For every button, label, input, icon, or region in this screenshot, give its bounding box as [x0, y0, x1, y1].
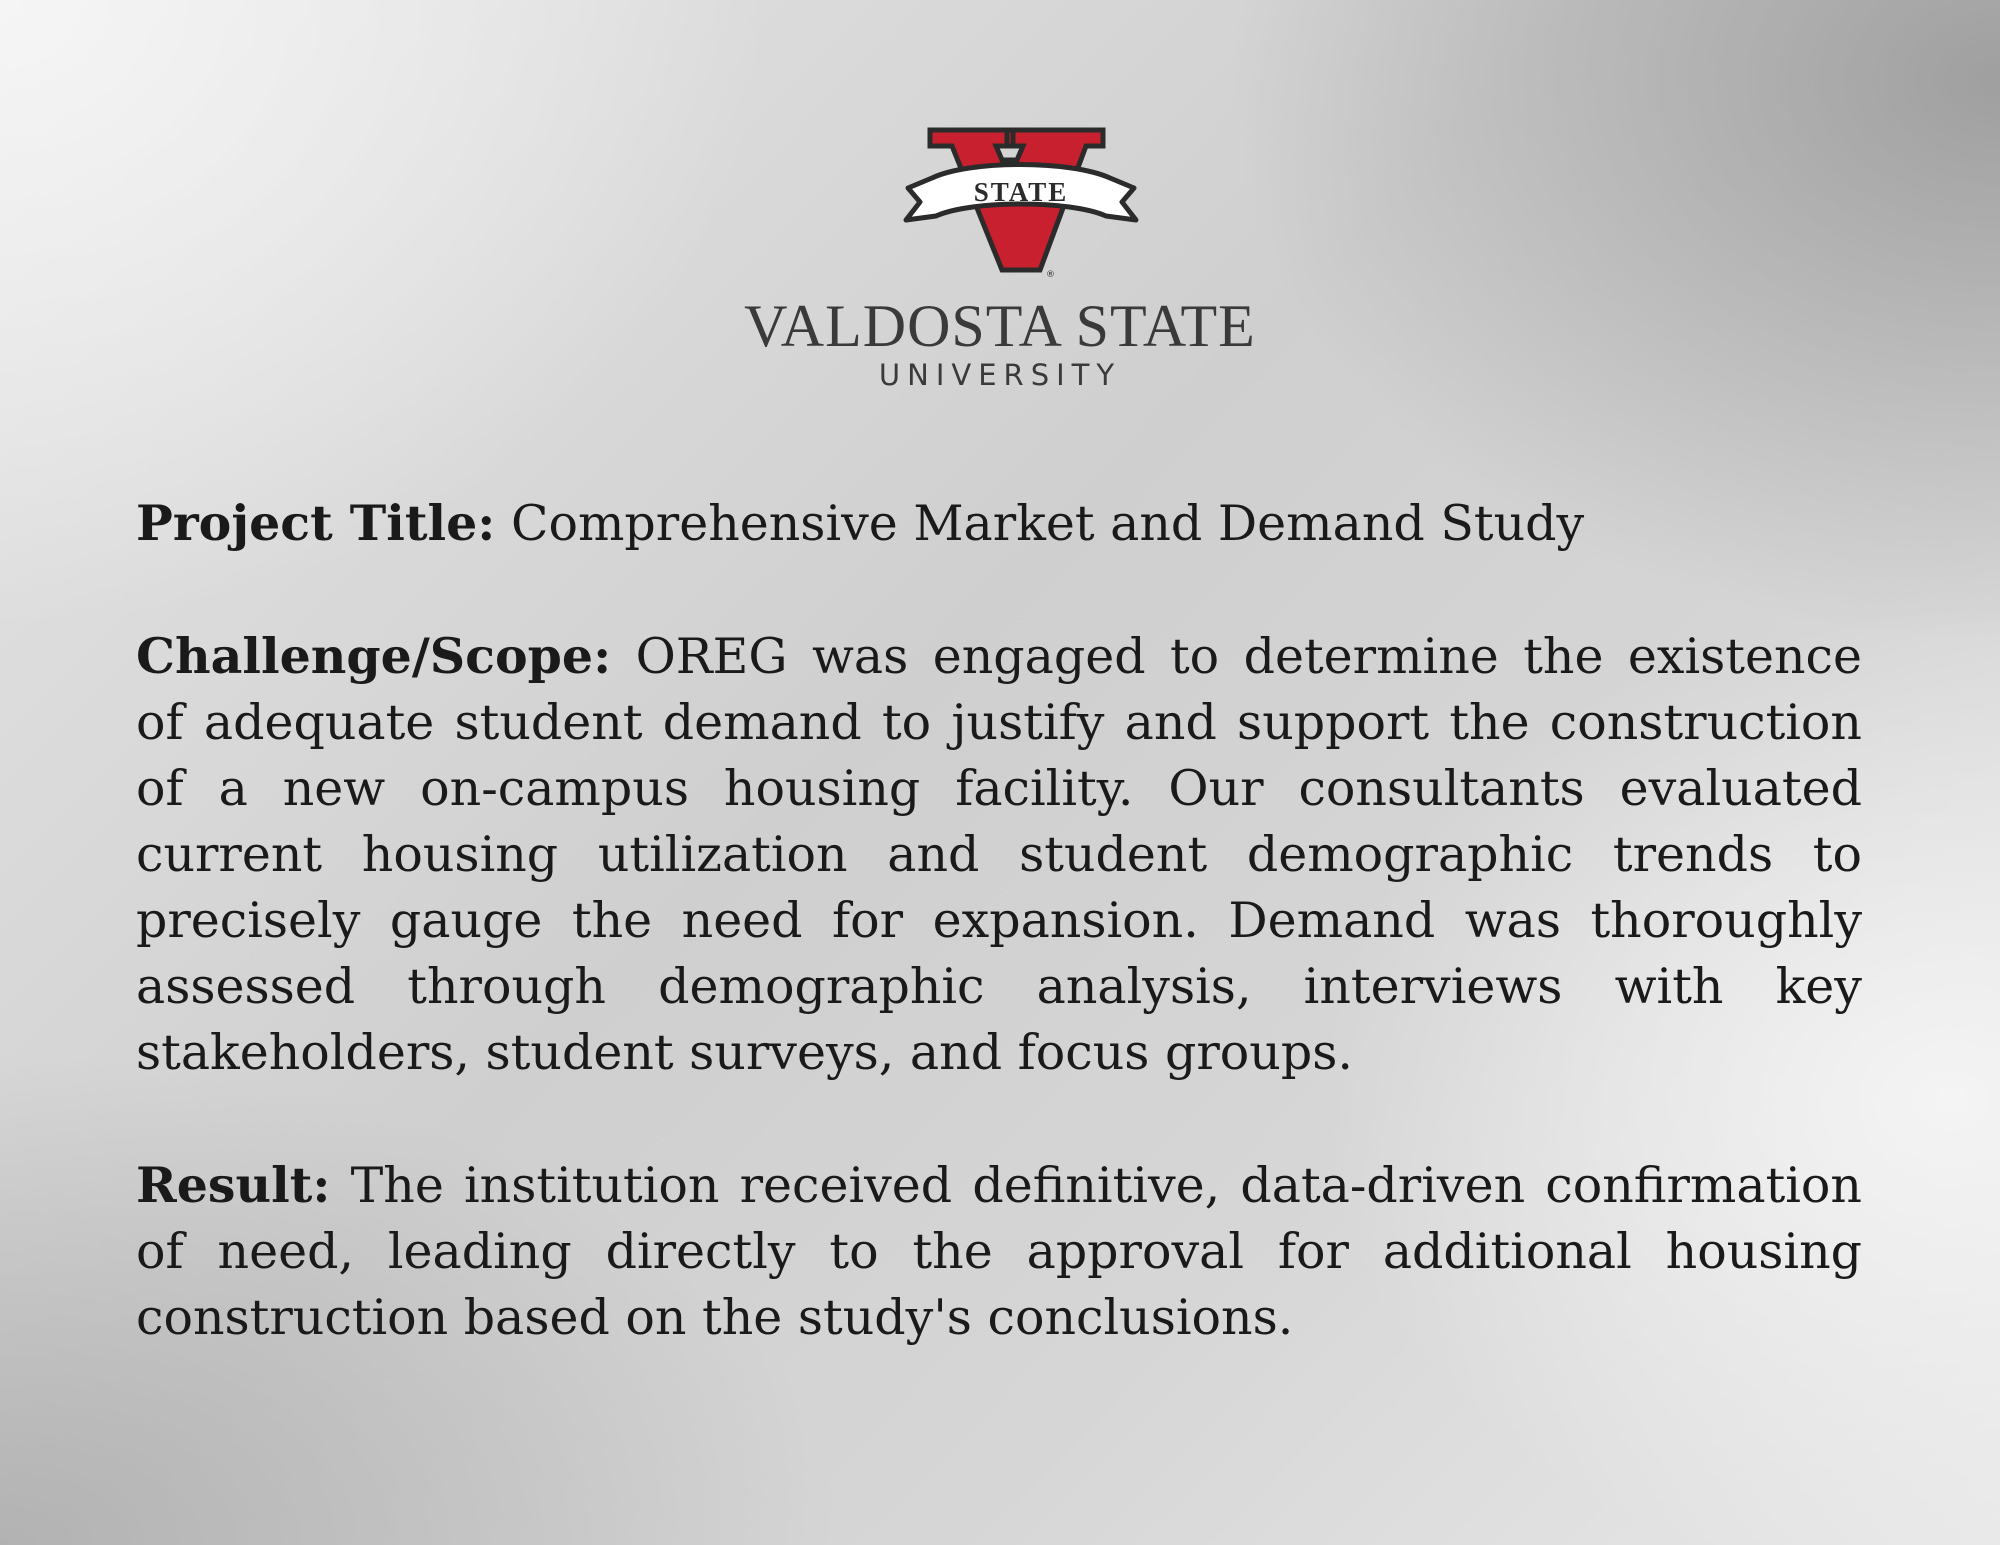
project-title-label: Project Title:	[136, 494, 496, 552]
case-study-body	[136, 490, 1862, 1417]
challenge-scope-label: Challenge/Scope:	[136, 627, 612, 685]
result-label: Result:	[136, 1156, 331, 1214]
challenge-scope-paragraph	[136, 623, 1862, 1086]
university-subtitle: UNIVERSITY	[878, 358, 1122, 392]
university-logo	[700, 120, 1300, 400]
result-paragraph	[136, 1152, 1862, 1351]
university-name: VALDOSTA STATE	[744, 293, 1256, 359]
v-state-emblem	[700, 120, 1300, 290]
registered-mark: ®	[1046, 270, 1055, 280]
project-title-text: Comprehensive Market and Demand Study	[495, 495, 1585, 552]
result-text: The institution received definitive, data-driven confirmation of need, leading directly to the approval for additional housing construction based on the study's conclusions.	[136, 1157, 1862, 1346]
project-title-paragraph	[136, 490, 1862, 557]
challenge-scope-text: OREG was engaged to determine the existence of adequate student demand to justify and support the construction of a new on-campus housing facility. Our consultants evaluated current housing utilization and student demographic trends to precisely gauge the need for expansion. Demand was thoroughly assessed through demographic analysis, interviews with key stakeholders, student surveys, and focus groups.	[136, 628, 1862, 1081]
state-banner-text: STATE	[973, 177, 1069, 207]
